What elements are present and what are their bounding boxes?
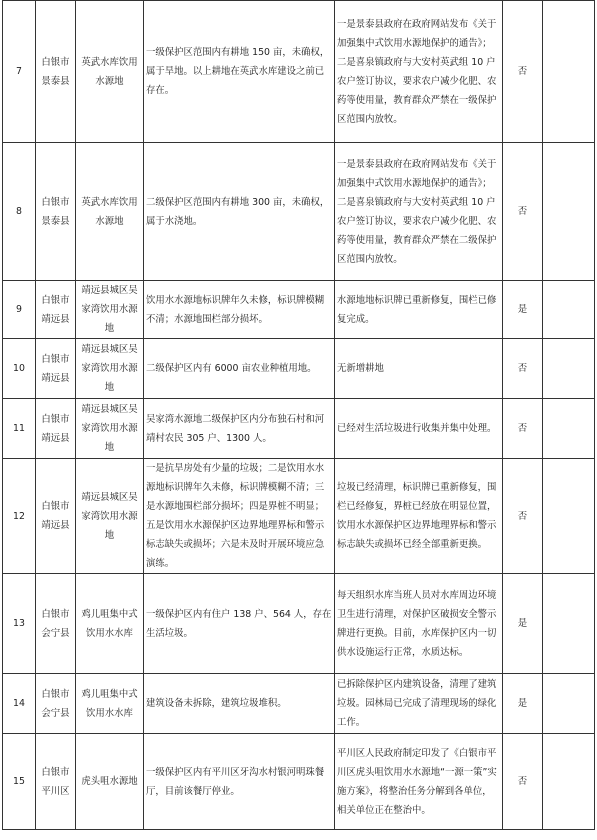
table-row: [3, 339, 595, 399]
row-remark: [543, 674, 595, 734]
row-remark: [543, 1, 595, 143]
row-measure: 垃圾已经清理，标识牌已重新修复，围栏已经修复，界桩已经放在明显位置，饮用水水源保护区边界地理界标和警示标志缺失或损坏已经全部重新更换。: [335, 459, 503, 574]
row-done: 否: [503, 734, 543, 830]
row-done: 是: [503, 574, 543, 674]
row-done: 否: [503, 459, 543, 574]
row-remark: [543, 143, 595, 281]
row-number: 8: [3, 143, 36, 281]
table-row: [3, 1, 595, 143]
row-source: 靖远县城区吴家湾饮用水源地: [76, 459, 144, 574]
row-number: 9: [3, 281, 36, 339]
water-source-table: [2, 0, 595, 830]
table-row: [3, 574, 595, 674]
row-number: 12: [3, 459, 36, 574]
row-number: 11: [3, 399, 36, 459]
row-source: 靖远县城区吴家湾饮用水源地: [76, 399, 144, 459]
row-source: 鸡儿咀集中式饮用水水库: [76, 574, 144, 674]
row-number: 7: [3, 1, 36, 143]
row-remark: [543, 399, 595, 459]
row-problem: 一级保护区内有平川区牙沟水村银河明珠餐厅，目前该餐厅停业。: [144, 734, 335, 830]
row-measure: 一是景泰县政府在政府网站发布《关于加强集中式饮用水源地保护的通告》；二是喜泉镇政府与大安村英武组 10 户农户签订协议，要求农户减少化肥、农药等使用量，教育群众严禁在一级保护区范围内放牧。: [335, 1, 503, 143]
row-remark: [543, 339, 595, 399]
row-problem: 吴家湾水源地二级保护区内分布独石村和河靖村农民 305 户、1300 人。: [144, 399, 335, 459]
row-source: 英武水库饮用水源地: [76, 143, 144, 281]
row-done: 否: [503, 399, 543, 459]
row-source: 鸡儿咀集中式饮用水水库: [76, 674, 144, 734]
row-number: 13: [3, 574, 36, 674]
row-number: 10: [3, 339, 36, 399]
row-number: 14: [3, 674, 36, 734]
row-problem: 一级保护区范围内有耕地 150 亩，未确权，属于旱地。以上耕地在英武水库建设之前已存在。: [144, 1, 335, 143]
row-problem: 建筑设备未拆除，建筑垃圾堆积。: [144, 674, 335, 734]
table-row: [3, 734, 595, 830]
row-source: 靖远县城区吴家湾饮用水源地: [76, 339, 144, 399]
table-row: [3, 459, 595, 574]
row-city: 白银市靖远县: [36, 399, 76, 459]
row-city: 白银市平川区: [36, 734, 76, 830]
row-remark: [543, 574, 595, 674]
row-measure: 无新增耕地: [335, 339, 503, 399]
row-done: 是: [503, 674, 543, 734]
row-city: 白银市靖远县: [36, 339, 76, 399]
row-done: 是: [503, 281, 543, 339]
row-measure: 已经对生活垃圾进行收集并集中处理。: [335, 399, 503, 459]
table-row: [3, 674, 595, 734]
row-source: 虎头咀水源地: [76, 734, 144, 830]
row-source: 靖远县城区吴家湾饮用水源地: [76, 281, 144, 339]
row-city: 白银市靖远县: [36, 459, 76, 574]
row-problem: 一是抗旱房处有少量的垃圾；二是饮用水水源地标识牌年久未修，标识牌模糊不清；三是水源地围栏部分损坏；四是界桩不明显；五是饮用水水源保护区边界地理界标和警示标志缺失或损坏；六是未及时开展环境应急演练。: [144, 459, 335, 574]
row-measure: 一是景泰县政府在政府网站发布《关于加强集中式饮用水源地保护的通告》；二是喜泉镇政府与大安村英武组 10 户农户签订协议，要求农户减少化肥、农药等使用量，教育群众严禁在二级保护区范围内放牧。: [335, 143, 503, 281]
row-measure: 每天组织水库当班人员对水库周边环境卫生进行清理，对保护区破损安全警示牌进行更换。目前，水库保护区内一切供水设施运行正常，水质达标。: [335, 574, 503, 674]
row-city: 白银市景泰县: [36, 1, 76, 143]
row-problem: 二级保护区内有 6000 亩农业种植用地。: [144, 339, 335, 399]
row-done: 否: [503, 1, 543, 143]
row-measure: 水源地地标识牌已重新修复，围栏已修复完成。: [335, 281, 503, 339]
table-row: [3, 399, 595, 459]
row-city: 白银市会宁县: [36, 574, 76, 674]
row-remark: [543, 459, 595, 574]
row-done: 否: [503, 143, 543, 281]
row-measure: 已拆除保护区内建筑设备，清理了建筑垃圾。园林局已完成了清理现场的绿化工作。: [335, 674, 503, 734]
row-remark: [543, 734, 595, 830]
row-done: 否: [503, 339, 543, 399]
row-measure: 平川区人民政府制定印发了《白银市平川区虎头咀饮用水水源地“一源一策”实施方案》，将整治任务分解到各单位，相关单位正在整治中。: [335, 734, 503, 830]
row-city: 白银市景泰县: [36, 143, 76, 281]
table-row: [3, 281, 595, 339]
row-city: 白银市靖远县: [36, 281, 76, 339]
row-source: 英武水库饮用水源地: [76, 1, 144, 143]
row-city: 白银市会宁县: [36, 674, 76, 734]
table-row: [3, 143, 595, 281]
row-problem: 饮用水水源地标识牌年久未修，标识牌模糊不清；水源地围栏部分损坏。: [144, 281, 335, 339]
row-number: 15: [3, 734, 36, 830]
row-problem: 二级保护区范围内有耕地 300 亩，未确权，属于水浇地。: [144, 143, 335, 281]
row-remark: [543, 281, 595, 339]
row-problem: 一级保护区内有住户 138 户、564 人，存在生活垃圾。: [144, 574, 335, 674]
